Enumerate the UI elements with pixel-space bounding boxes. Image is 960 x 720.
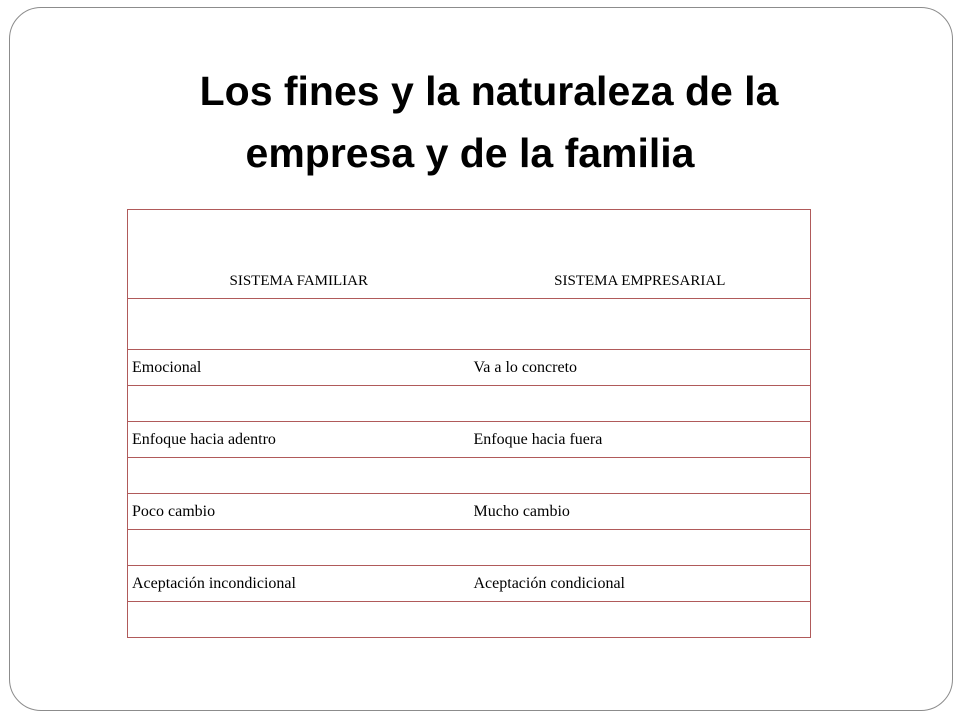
- table-cell: Emocional: [128, 350, 470, 386]
- table-cell: [128, 530, 470, 566]
- table-cell: Aceptación incondicional: [128, 566, 470, 602]
- table-cell: [128, 602, 470, 638]
- header-business-system: SISTEMA EMPRESARIAL: [470, 210, 811, 299]
- comparison-table: [127, 209, 811, 638]
- table-cell: Aceptación condicional: [470, 566, 811, 602]
- table-cell: [128, 386, 470, 422]
- table-row: [128, 602, 811, 638]
- table-cell: Mucho cambio: [470, 494, 811, 530]
- table-cell: [470, 458, 811, 494]
- table-row: [128, 494, 811, 530]
- table-row: [128, 422, 811, 458]
- slide-title-line-2: empresa y de la familia: [245, 130, 695, 176]
- table-cell: [470, 530, 811, 566]
- table-cell: Enfoque hacia adentro: [128, 422, 470, 458]
- table-header-row: [128, 210, 811, 299]
- table-row: [128, 350, 811, 386]
- table-cell: Enfoque hacia fuera: [470, 422, 811, 458]
- table-cell: [470, 386, 811, 422]
- table-row: [128, 386, 811, 422]
- table-cell: [470, 299, 811, 350]
- table-cell: [128, 299, 470, 350]
- slide-title: [0, 60, 960, 184]
- table-row: [128, 530, 811, 566]
- table-cell: [128, 458, 470, 494]
- table-row: [128, 458, 811, 494]
- table-cell: Poco cambio: [128, 494, 470, 530]
- table-cell: Va a lo concreto: [470, 350, 811, 386]
- table-row: [128, 299, 811, 350]
- slide-title-line-1: Los fines y la naturaleza de la: [199, 68, 779, 114]
- table-cell: [470, 602, 811, 638]
- table-row: [128, 566, 811, 602]
- header-family-system: SISTEMA FAMILIAR: [128, 210, 470, 299]
